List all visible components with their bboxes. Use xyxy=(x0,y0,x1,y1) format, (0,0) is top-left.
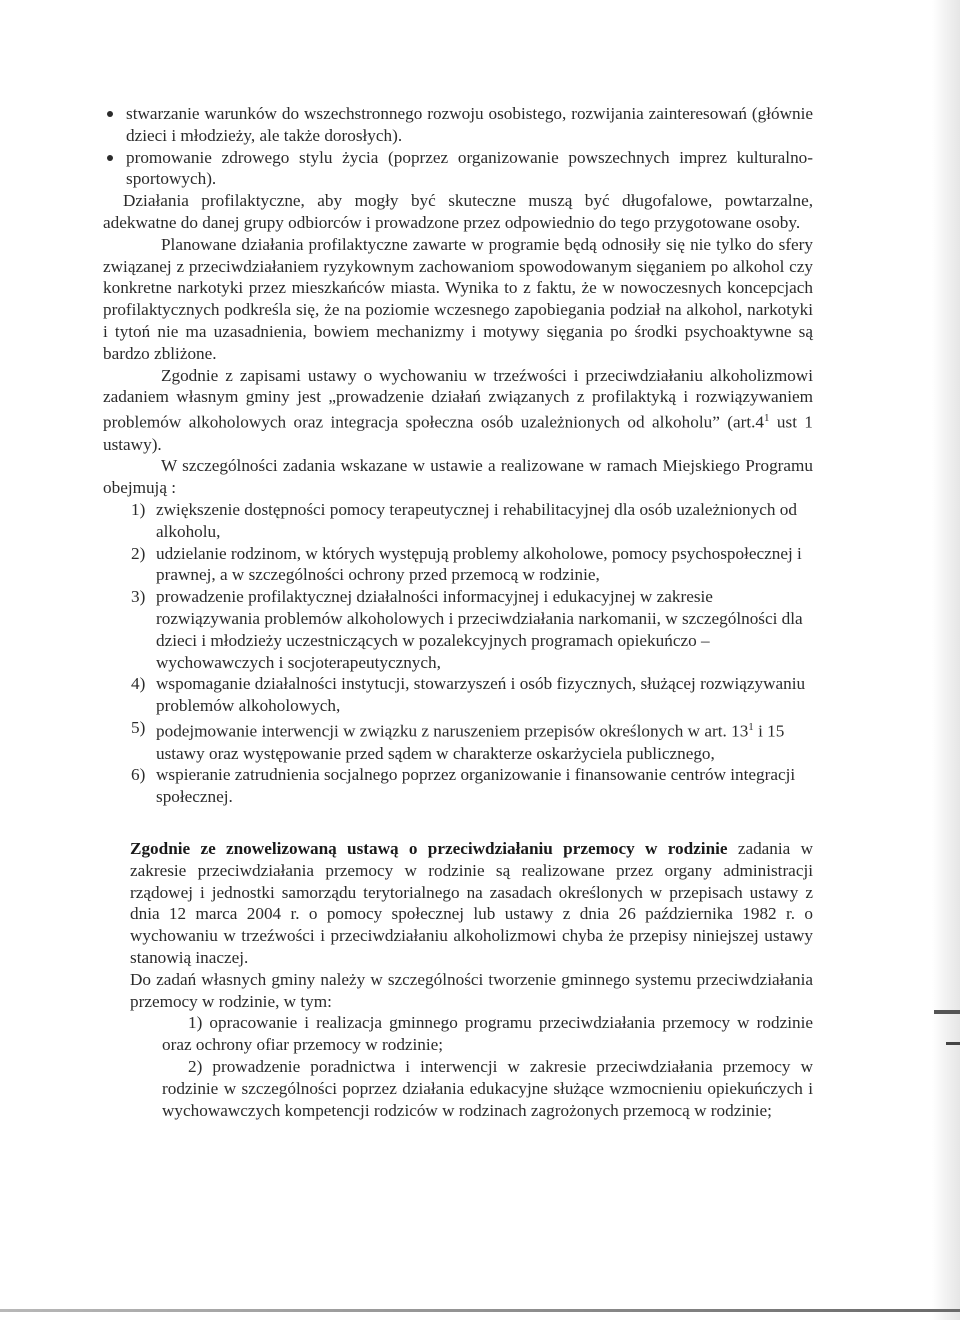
item-number: 5) xyxy=(131,718,146,738)
list-item xyxy=(103,764,813,808)
section-heading-bold: Zgodnie ze znowelizowaną ustawą o przeciwdziałaniu przemocy w rodzinie xyxy=(130,838,728,858)
paragraph-zadania-gminy: Do zadań własnych gminy należy w szczególności tworzenie gminnego systemu przeciwdziałania przemocy w rodzinie, w tym: xyxy=(130,969,813,1011)
list-item xyxy=(130,1012,813,1056)
paragraph-text: zadania w zakresie przeciwdziałania przemocy w rodzinie są realizowane przez organy administracji rządowej i jednostki samorządu terytorialnego na zasadach określonych w przepisach ustawy z dnia 12 marca 2004 r. o pomocy społecznej lub ustawy z dnia 26 października 1982 r. o wychowaniu w trzeźwości i przeciwdziałaniu alkoholizmowi chyba że przepisy niniejszej ustawy stanowią inaczej. xyxy=(130,838,813,967)
item-text-part: podejmowanie interwencji w związku z naruszeniem przepisów określonych w art. 13 xyxy=(156,721,749,741)
superscript: 1 xyxy=(748,721,754,734)
paragraph-w-szczegolnosci: W szczególności zadania wskazane w ustawie a realizowane w ramach Miejskiego Programu obejmują : xyxy=(103,456,813,498)
item-number: 6) xyxy=(131,765,146,785)
list-item xyxy=(130,1056,813,1121)
bullet-list xyxy=(103,103,813,190)
paragraph-planowane: Planowane działania profilaktyczne zawarte w programie będą odnosiły się nie tylko do sfery związanej z przeciwdziałaniem ryzykownym zachowaniom spowodowanym sięganiem po alkohol czy konkretne narkotyki przez mieszkańców miasta. Wynika to z faktu, że w nowoczesnych koncepcjach profilaktycznych podkreśla się, że na poziomie wczesnego zapobiegania podział na alkohol, narkotyki i tytoń nie ma uzasadnienia, bowiem mechanizmy i motywy sięgania po środki psychoaktywne są bardzo zbliżone. xyxy=(103,234,813,363)
item-text xyxy=(156,717,813,764)
list-item xyxy=(103,586,813,673)
item-text: wspomaganie działalności instytucji, stowarzyszeń i osób fizycznych, służącej rozwiązywaniu problemów alkoholowych, xyxy=(156,674,806,716)
item-text: zwiększenie dostępności pomocy terapeutycznej i rehabilitacyjnej dla osób uzależnionych od alkoholu, xyxy=(156,500,797,541)
list-item xyxy=(103,717,813,764)
superscript: 1 xyxy=(764,412,770,425)
item-number: 1) xyxy=(188,1013,203,1033)
item-text-part: prowadzenie poradnictwa i interwencji w zakresie przeciwdziałania przemocy w rodzinie w szczególności poprzez działania edukacyjne służące wzmocnieniu opiekuńczych i wychowawczych kompetencji rodziców w rodzinach zagrożonych przemocą w rodzinie; xyxy=(162,1056,813,1120)
paragraph-przemoc xyxy=(130,838,813,969)
scan-margin-mark xyxy=(946,1042,960,1045)
list-item xyxy=(103,673,813,717)
item-text xyxy=(162,1056,813,1121)
paragraph-intro: Działania profilaktyczne, aby mogły być skuteczne muszą być długofalowe, powtarzalne, adekwatne do danej grupy odbiorców i prowadzone przez odpowiednio do tego przygotowane osoby. xyxy=(103,191,813,232)
item-text: prowadzenie profilaktycznej działalności informacyjnej i edukacyjnej w zakresie rozwiązywania problemów alkoholowych i przeciwdziałania narkomanii, w szczególności dla dzieci i młodzieży uczestniczących w pozalekcyjnych programach opiekuńczo – wychowawczych i socjoterapeutycznych, xyxy=(156,587,803,672)
section-przemoc xyxy=(103,838,813,1121)
paragraph-zgodnie xyxy=(103,365,813,456)
item-text xyxy=(162,1012,813,1056)
document-body xyxy=(103,103,813,1121)
item-text: wspieranie zatrudnienia socjalnego poprzez organizowanie i finansowanie centrów integracji społecznej. xyxy=(156,765,796,807)
scan-bottom-line xyxy=(0,1309,960,1312)
item-number: 4) xyxy=(131,674,146,694)
list-item xyxy=(103,499,813,543)
paragraph-text: Zgodnie z zapisami ustawy o wychowaniu w trzeźwości i przeciwdziałaniu alkoholizmowi zadaniem własnym gminy jest „prowadzenie działań związanych z profilaktyką i rozwiązywaniem problemów alkoholowych oraz integracja społeczna osób uzależnionych od alkoholu” (art.4 xyxy=(103,365,813,432)
item-text: udzielanie rodzinom, w których występują problemy alkoholowe, pomocy psychospołecznej i prawnej, a w szczególności ochrony przed przemocą w rodzinie, xyxy=(156,543,802,585)
item-number: 1) xyxy=(131,500,146,520)
scan-margin-mark xyxy=(934,1010,960,1014)
item-number: 3) xyxy=(131,587,146,607)
item-text-part: opracowanie i realizacja gminnego programu przeciwdziałania przemocy w rodzinie oraz ochrony ofiar przemocy w rodzinie; xyxy=(162,1013,813,1055)
list-item xyxy=(103,543,813,587)
scan-edge-shadow xyxy=(932,0,960,1320)
bullet-item: stwarzanie warunków do wszechstronnego rozwoju osobistego, rozwijania zainteresowań (głównie dzieci i młodzieży, ale także dorosłych). xyxy=(103,103,813,147)
item-text-part: i 15 ustawy oraz występowanie przed sądem w charakterze oskarżyciela publicznego, xyxy=(156,721,785,763)
gmina-tasks-list xyxy=(130,1012,813,1121)
paragraph-text: ust 1 ustawy). xyxy=(103,412,813,454)
item-number: 2) xyxy=(131,543,146,563)
tasks-list xyxy=(103,499,813,808)
item-number: 2) xyxy=(188,1056,203,1076)
bullet-item: promowanie zdrowego stylu życia (poprzez organizowanie powszechnych imprez kulturalno-sportowych). xyxy=(103,147,813,191)
